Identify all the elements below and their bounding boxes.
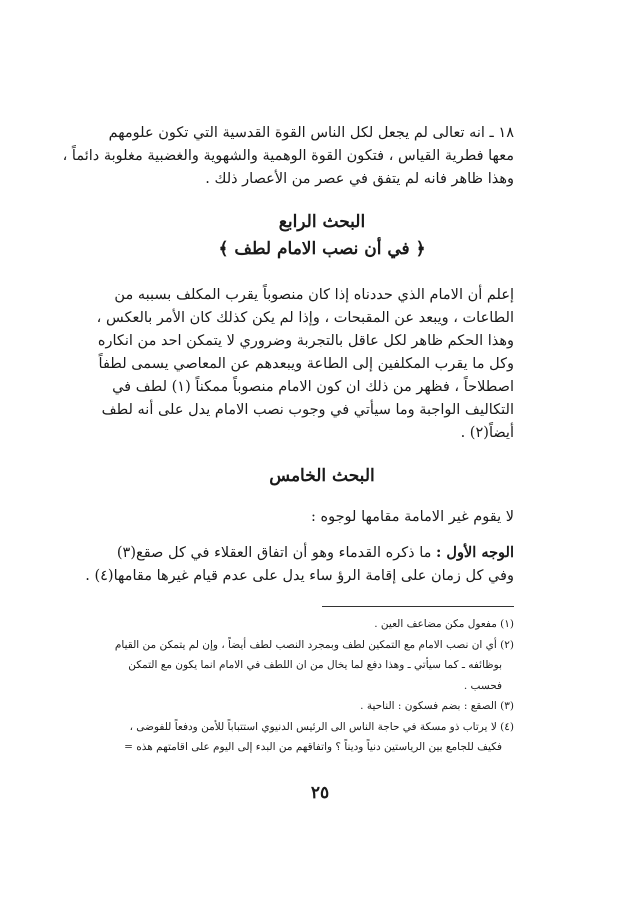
first-reason-label: الوجه الأول :	[436, 544, 514, 561]
footnote-continuation: فحسب .	[463, 679, 502, 692]
text-line	[116, 541, 514, 565]
text-line: لا يقوم غير الامامة مقامها لوجوه :	[311, 509, 514, 525]
text-line: وهذا ظاهر فانه لم يتفق في عصر من الأعصار ذلك .	[205, 171, 514, 187]
section-4-paragraph	[96, 284, 514, 445]
text-line: وكل ما يقرب المكلفين إلى الطاعة ويبعدهم عن المعاصي يسمى لطفاً	[98, 356, 514, 372]
section-18-paragraph	[62, 122, 514, 191]
page-number: ٢٥	[310, 783, 330, 803]
section-5-intro	[130, 506, 514, 529]
footnote: (١) مفعول مكن مضاعف العين .	[374, 618, 514, 630]
first-reason-text: ما ذكره القدماء وهو أن اتفاق العقلاء في كل صقع(٣)	[116, 545, 432, 561]
text-line: معها فطرية القياس ، فتكون القوة الوهمية والشهوية والغضبية مغلوبة دائماً ،	[62, 148, 514, 164]
section-4-subtitle: ﴿ في أن نصب الامام لطف ﴾	[218, 239, 426, 259]
text-line: الطاعات ، ويبعد عن المقبحات ، وإذا لم يكن كذلك كان الأمر بالعكس ،	[96, 310, 514, 326]
footnote: (٤) لا يرتاب ذو مسكة في حاجة الناس الى الرئيس الدنيوي استتباباً للأمن ودفعاً للفوضى ،	[129, 720, 514, 733]
footnote: (٣) الصقع : بضم فسكون : الناحية .	[360, 700, 514, 712]
section-5-title: البحث الخامس	[269, 466, 375, 486]
text-line: إعلم أن الامام الذي حددناه إذا كان منصوباً يقرب المكلف بسببه من	[114, 287, 514, 303]
footnote-continuation: فكيف للجامع بين الرياستين دنياً وديناً ؟ واتفاقهم من البدء إلى اليوم على اقامتهم هذه =	[124, 741, 502, 753]
text-line: وفي كل زمان على إقامة الرؤ ساء يدل على عدم قيام غيرها مقامها(٤) .	[85, 568, 514, 584]
footnote: (٢) أي ان نصب الامام مع التمكين لطف وبمجرد النصب لطف أيضاً ، وإن لم يتمكن من القيام	[114, 638, 514, 651]
text-line: اصطلاحاً ، فظهر من ذلك ان كون الامام منصوباً ممكناً (١) لطف في	[112, 379, 514, 395]
text-line: التكاليف الواجبة وما سيأتي في وجوب نصب الامام يدل على أنه لطف	[101, 402, 514, 418]
section-4-title: البحث الرابع	[278, 212, 366, 232]
footnote-divider	[322, 606, 514, 607]
text-line: ١٨ ـ انه تعالى لم يجعل لكل الناس القوة القدسية التي تكون علومهم	[108, 125, 514, 141]
footnote-continuation: بوظائفه ـ كما سيأتي ـ وهذا دفع لما يخال من ان اللطف في الامام انما يكون مع التمكن	[128, 659, 502, 671]
section-5-first-reason	[85, 541, 514, 588]
text-line: وهذا الحكم ظاهر لكل عاقل بالتجربة وضروري لا يتمكن احد من انكاره	[97, 333, 514, 349]
text-line: أيضاً(٢) .	[460, 425, 514, 441]
footnotes	[114, 614, 514, 758]
